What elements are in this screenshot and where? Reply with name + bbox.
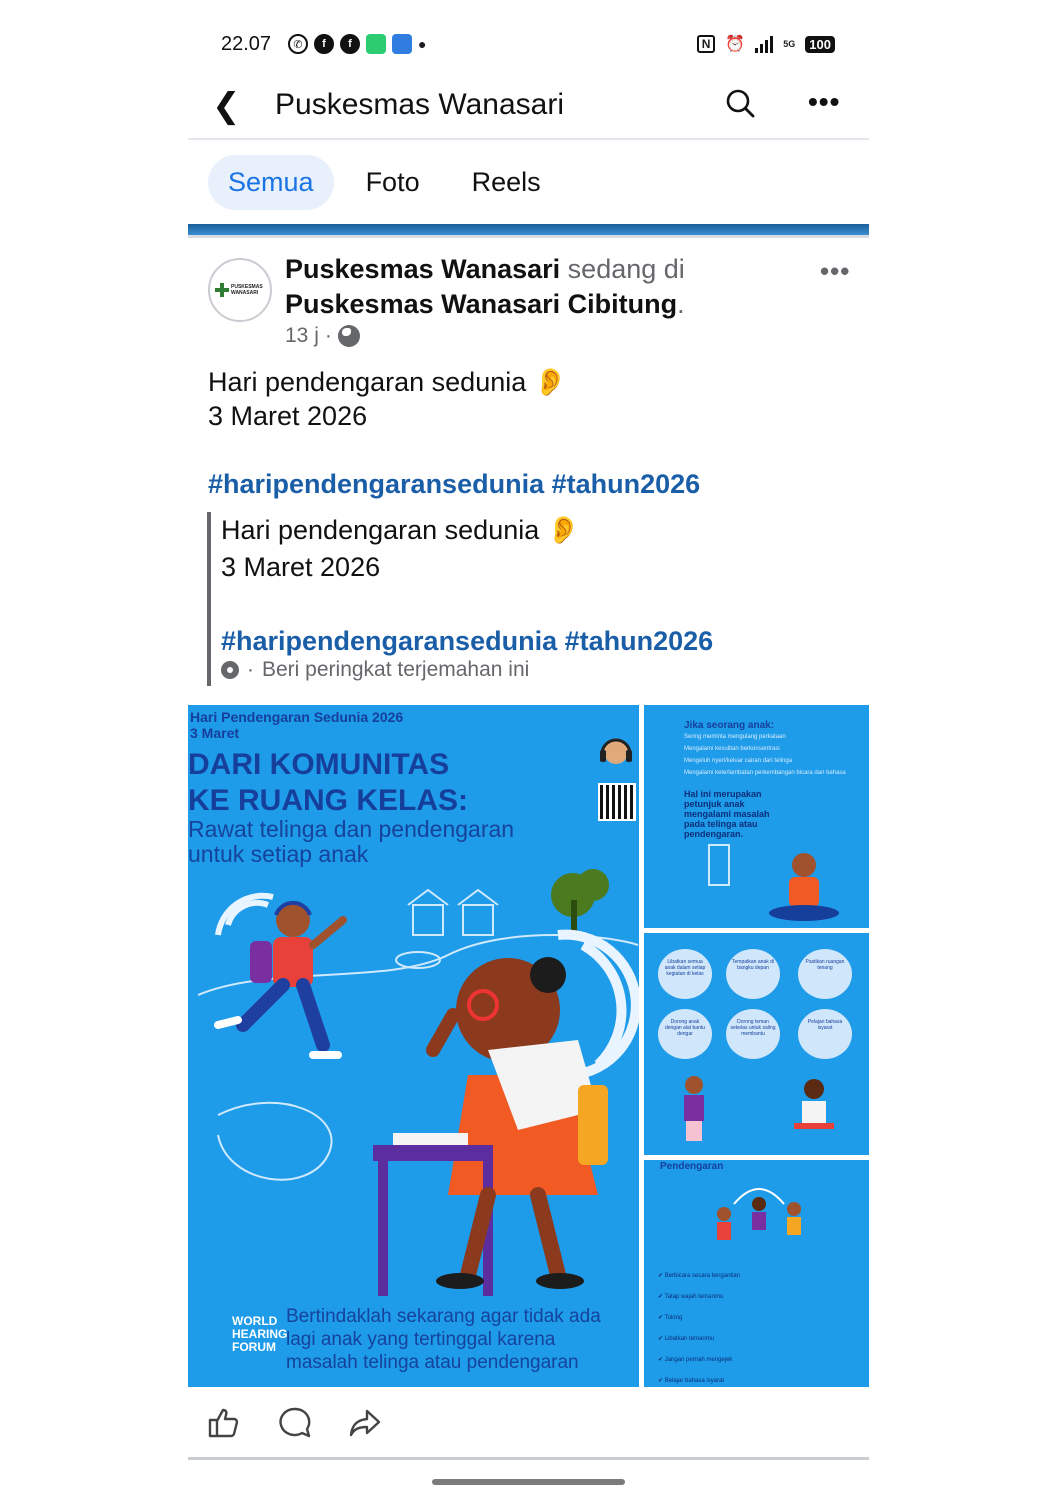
side3-title: Pendengaran	[660, 1161, 724, 1172]
side3-item-text: Berbicara secara bergantian	[664, 1273, 741, 1279]
logo-line-2: HEARING	[232, 1327, 288, 1341]
separator: ·	[324, 324, 332, 347]
side3-item-text: Libatkan temanmu	[664, 1336, 715, 1342]
poster-kicker	[190, 709, 403, 741]
world-hearing-forum-logo	[204, 1305, 288, 1365]
post-image-side-1[interactable]	[644, 705, 869, 928]
app-header	[188, 80, 869, 138]
side3-item: ✔ Libatkan temanmu	[658, 1336, 715, 1342]
qr-code	[598, 783, 636, 821]
headphones-icon	[596, 730, 636, 770]
avatar-logo	[215, 283, 265, 297]
poster-headline	[188, 747, 468, 819]
ear-icon: 👂	[546, 515, 581, 545]
post-image-side-3[interactable]	[644, 1160, 869, 1387]
status-bar	[188, 30, 869, 62]
share-icon[interactable]	[348, 1406, 382, 1440]
side1-callout: Hal ini merupakan petunjuk anak mengalami masalah pada telinga atau pendengaran.	[684, 789, 770, 839]
post-header	[285, 252, 805, 322]
poster-footer	[286, 1305, 639, 1374]
side3-item: ✔ Belajar bahasa isyarat	[658, 1378, 725, 1384]
home-indicator[interactable]	[432, 1479, 625, 1485]
more-icon[interactable]: •••	[808, 86, 841, 117]
translated-line2: 3 Maret 2026	[221, 552, 381, 582]
app-icon	[392, 34, 412, 54]
side3-item-text: Tolong	[664, 1315, 683, 1321]
app-icon	[366, 34, 386, 54]
side1-list	[684, 731, 864, 779]
post-image-side-2[interactable]	[644, 933, 869, 1155]
tip-bubble: Libatkan semua anak dalam setiap kegiatan di kelas	[658, 949, 712, 999]
avatar[interactable]	[208, 258, 272, 322]
like-icon[interactable]	[206, 1406, 240, 1440]
status-time: 22.07	[221, 33, 272, 55]
globe-icon	[338, 325, 360, 347]
whatsapp-icon: ✆	[288, 34, 308, 54]
signal-icon	[755, 35, 773, 53]
translated-hashtags[interactable]: #haripendengaransedunia #tahun2026	[221, 626, 714, 656]
poster-footer-2: lagi anak yang tertinggal karena	[286, 1329, 556, 1350]
poster-subtitle-2: untuk setiap anak	[188, 841, 369, 867]
filter-tabs	[208, 153, 561, 211]
section-divider	[188, 235, 869, 238]
post-connector: sedang di	[567, 254, 685, 284]
post-image-main[interactable]	[188, 705, 639, 1387]
side3-illustration	[664, 1174, 854, 1259]
side1-item: Mengeluh nyeri/keluar cairan dari telinga	[684, 758, 793, 764]
poster-kicker-1: Hari Pendengaran Sedunia 2026	[190, 709, 404, 725]
tip-bubble: Pelajari bahasa isyarat	[798, 1009, 852, 1059]
comment-icon[interactable]	[278, 1406, 312, 1440]
side1-content	[684, 721, 864, 839]
health-cross-icon	[215, 283, 229, 297]
tip-bubble: Pastikan ruangan tenang	[798, 949, 852, 999]
side3-item: ✔ Jangan pernah mengejek	[658, 1357, 733, 1363]
avatar-label: PUSKESMAS WANASARI	[231, 284, 263, 296]
more-notifications-icon: ●	[418, 36, 427, 52]
side3-item-text: Tatap wajah temanmu	[664, 1294, 724, 1300]
separator: ·	[247, 658, 254, 681]
notification-icons	[288, 34, 426, 54]
post-meta	[285, 324, 360, 348]
post-location[interactable]: Puskesmas Wanasari Cibitung	[285, 289, 678, 319]
page-title: Puskesmas Wanasari	[275, 88, 564, 121]
poster-headline-1: DARI KOMUNITAS	[188, 748, 450, 781]
rate-translation-label: Beri peringkat terjemahan ini	[262, 658, 530, 681]
tip-bubble: Dorong anak dengan alat bantu dengar	[658, 1009, 712, 1059]
poster-headline-2: KE RUANG KELAS:	[188, 784, 469, 817]
back-arrow-icon[interactable]: ❮	[212, 87, 241, 125]
post-line1: Hari pendengaran sedunia	[208, 367, 527, 397]
side2-illustration	[664, 1073, 854, 1153]
poster-subtitle-1: Rawat telinga dan pendengaran	[188, 816, 515, 842]
post-bottom-divider	[188, 1457, 869, 1460]
period: .	[677, 289, 685, 319]
tip-bubble: Dorong teman sekelas untuk saling membantu	[726, 1009, 780, 1059]
logo-line-3: FORUM	[232, 1340, 276, 1354]
translated-line1: Hari pendengaran sedunia	[221, 515, 540, 545]
facebook-page-screen	[188, 0, 869, 1497]
poster-subtitle	[188, 817, 514, 867]
alarm-icon: ⏰	[725, 36, 746, 53]
logo-line-1: WORLD	[232, 1314, 278, 1328]
tab-semua[interactable]: Semua	[208, 155, 334, 210]
facebook-icon: f	[314, 34, 334, 54]
tip-bubble: Tempatkan anak di bangku depan	[726, 949, 780, 999]
side1-title: Jika seorang anak:	[684, 720, 775, 731]
post-hashtags[interactable]: #haripendengaransedunia #tahun2026	[208, 469, 701, 499]
translated-text	[221, 512, 713, 660]
search-icon[interactable]	[725, 88, 755, 118]
side1-item: Mengalami kesulitan berkonsentrasi	[684, 746, 780, 752]
system-icons	[697, 34, 835, 54]
tab-foto[interactable]: Foto	[365, 166, 420, 197]
rate-translation[interactable]	[221, 658, 529, 682]
post-line2: 3 Maret 2026	[208, 401, 368, 431]
post-options-icon[interactable]: •••	[820, 256, 851, 286]
cover-strip	[188, 224, 869, 235]
side3-item-text: Belajar bahasa isyarat	[664, 1378, 725, 1384]
side1-item: Mengalami keterlambatan perkembangan bicara dan bahasa	[684, 770, 846, 776]
poster-footer-3: masalah telinga atau pendengaran	[286, 1352, 579, 1373]
side3-item: ✔ Berbicara secara bergantian	[658, 1273, 741, 1279]
translation-quote-bar	[207, 512, 211, 686]
side3-item: ✔ Tatap wajah temanmu	[658, 1294, 724, 1300]
poster-kicker-2: 3 Maret	[190, 725, 240, 741]
post-actions	[188, 1400, 869, 1450]
header-divider	[188, 138, 869, 140]
ear-icon: 👂	[533, 367, 568, 397]
side1-illustration	[704, 835, 864, 925]
gear-icon	[221, 661, 239, 679]
side3-item-text: Jangan pernah mengejek	[664, 1357, 733, 1363]
poster-footer-1: Bertindaklah sekarang agar tidak ada	[286, 1306, 601, 1327]
battery-icon: 100	[805, 36, 835, 53]
tab-reels[interactable]: Reels	[471, 166, 541, 197]
nfc-icon: N	[697, 35, 716, 53]
side1-item: Sering meminta mengulang perkataan	[684, 734, 786, 740]
side3-item: ✔ Tolong	[658, 1315, 683, 1321]
post-time[interactable]: 13 j	[285, 324, 319, 347]
post-text	[208, 365, 700, 501]
side3-list	[658, 1266, 863, 1387]
facebook-icon: f	[340, 34, 360, 54]
post-author[interactable]: Puskesmas Wanasari	[285, 254, 561, 284]
classroom-illustration	[188, 865, 639, 1305]
network-type: 5G	[783, 39, 796, 49]
